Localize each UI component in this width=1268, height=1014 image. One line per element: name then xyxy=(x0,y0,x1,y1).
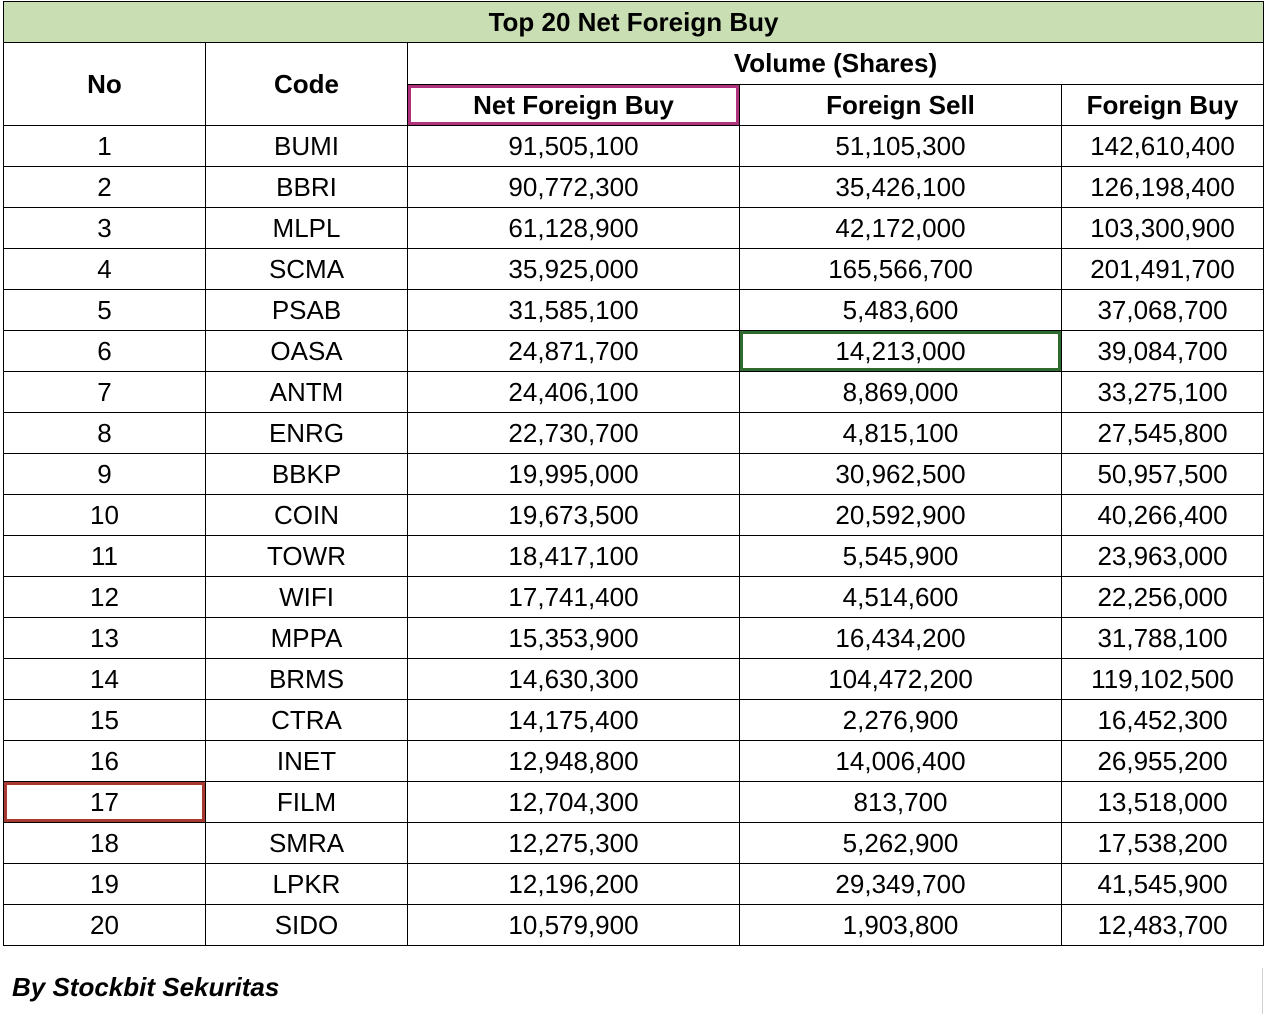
cell-net-foreign-buy[interactable]: 22,730,700 xyxy=(408,413,740,454)
cell-net-foreign-buy[interactable]: 12,196,200 xyxy=(408,864,740,905)
cell-code[interactable]: WIFI xyxy=(206,577,408,618)
cell-foreign-sell[interactable]: 104,472,200 xyxy=(740,659,1062,700)
cell-foreign-buy[interactable]: 119,102,500 xyxy=(1062,659,1264,700)
cell-foreign-buy[interactable]: 39,084,700 xyxy=(1062,331,1264,372)
header-foreign-buy[interactable]: Foreign Buy xyxy=(1062,85,1264,126)
cell-foreign-buy[interactable]: 50,957,500 xyxy=(1062,454,1264,495)
cell-net-foreign-buy[interactable]: 14,630,300 xyxy=(408,659,740,700)
cell-net-foreign-buy[interactable]: 90,772,300 xyxy=(408,167,740,208)
cell-foreign-buy[interactable]: 37,068,700 xyxy=(1062,290,1264,331)
cell-foreign-sell[interactable]: 5,545,900 xyxy=(740,536,1062,577)
cell-no[interactable]: 1 xyxy=(4,126,206,167)
cell-foreign-buy[interactable]: 142,610,400 xyxy=(1062,126,1264,167)
cell-foreign-sell[interactable]: 14,006,400 xyxy=(740,741,1062,782)
cell-foreign-sell[interactable]: 165,566,700 xyxy=(740,249,1062,290)
cell-net-foreign-buy[interactable]: 35,925,000 xyxy=(408,249,740,290)
cell-code[interactable]: BBRI xyxy=(206,167,408,208)
table-row xyxy=(4,454,1264,495)
cell-code[interactable]: LPKR xyxy=(206,864,408,905)
cell-net-foreign-buy[interactable]: 10,579,900 xyxy=(408,905,740,946)
header-volume[interactable]: Volume (Shares) xyxy=(408,43,1264,85)
cell-net-foreign-buy[interactable]: 12,704,300 xyxy=(408,782,740,823)
cell-code[interactable]: SIDO xyxy=(206,905,408,946)
cell-foreign-buy[interactable]: 31,788,100 xyxy=(1062,618,1264,659)
cell-foreign-sell[interactable]: 5,483,600 xyxy=(740,290,1062,331)
table-row xyxy=(4,536,1264,577)
table-row xyxy=(4,167,1264,208)
cell-no[interactable]: 18 xyxy=(4,823,206,864)
cell-no[interactable]: 8 xyxy=(4,413,206,454)
cell-foreign-sell[interactable]: 1,903,800 xyxy=(740,905,1062,946)
cell-code[interactable]: MLPL xyxy=(206,208,408,249)
cell-foreign-sell[interactable]: 813,700 xyxy=(740,782,1062,823)
cell-code[interactable]: FILM xyxy=(206,782,408,823)
footer-credit: By Stockbit Sekuritas xyxy=(12,972,280,1002)
cell-net-foreign-buy[interactable]: 24,871,700 xyxy=(408,331,740,372)
cell-foreign-sell[interactable]: 8,869,000 xyxy=(740,372,1062,413)
title-row xyxy=(4,2,1264,43)
table-row xyxy=(4,782,1264,823)
header-net-foreign-buy[interactable]: Net Foreign Buy xyxy=(408,85,740,126)
cell-no[interactable]: 16 xyxy=(4,741,206,782)
table-row xyxy=(4,126,1264,167)
cell-net-foreign-buy[interactable]: 24,406,100 xyxy=(408,372,740,413)
cell-code[interactable]: OASA xyxy=(206,331,408,372)
table-row xyxy=(4,905,1264,946)
table-row xyxy=(4,700,1264,741)
table-row xyxy=(4,290,1264,331)
header-no[interactable]: No xyxy=(4,43,206,126)
cell-foreign-buy[interactable]: 22,256,000 xyxy=(1062,577,1264,618)
cell-code[interactable]: TOWR xyxy=(206,536,408,577)
cell-foreign-sell[interactable]: 42,172,000 xyxy=(740,208,1062,249)
cell-no[interactable]: 19 xyxy=(4,864,206,905)
sheet-edge-line xyxy=(1262,968,1263,1014)
cell-foreign-sell[interactable]: 5,262,900 xyxy=(740,823,1062,864)
cell-code[interactable]: ANTM xyxy=(206,372,408,413)
cell-foreign-buy[interactable]: 27,545,800 xyxy=(1062,413,1264,454)
cell-code[interactable]: PSAB xyxy=(206,290,408,331)
cell-no[interactable]: 20 xyxy=(4,905,206,946)
cell-net-foreign-buy[interactable]: 61,128,900 xyxy=(408,208,740,249)
header-foreign-sell[interactable]: Foreign Sell xyxy=(740,85,1062,126)
table-row xyxy=(4,249,1264,290)
cell-foreign-buy[interactable]: 103,300,900 xyxy=(1062,208,1264,249)
cell-foreign-sell[interactable]: 20,592,900 xyxy=(740,495,1062,536)
cell-net-foreign-buy[interactable]: 17,741,400 xyxy=(408,577,740,618)
cell-code[interactable]: CTRA xyxy=(206,700,408,741)
cell-foreign-buy[interactable]: 17,538,200 xyxy=(1062,823,1264,864)
cell-foreign-buy[interactable]: 12,483,700 xyxy=(1062,905,1264,946)
cell-net-foreign-buy[interactable]: 19,995,000 xyxy=(408,454,740,495)
cell-foreign-sell[interactable]: 51,105,300 xyxy=(740,126,1062,167)
cell-code[interactable]: SMRA xyxy=(206,823,408,864)
cell-foreign-sell[interactable]: 30,962,500 xyxy=(740,454,1062,495)
cell-net-foreign-buy[interactable]: 31,585,100 xyxy=(408,290,740,331)
table-title[interactable]: Top 20 Net Foreign Buy xyxy=(4,2,1264,43)
header-row-1 xyxy=(4,43,1264,85)
cell-net-foreign-buy[interactable]: 18,417,100 xyxy=(408,536,740,577)
cell-no[interactable]: 5 xyxy=(4,290,206,331)
cell-foreign-buy[interactable]: 13,518,000 xyxy=(1062,782,1264,823)
cell-code[interactable]: INET xyxy=(206,741,408,782)
cell-net-foreign-buy[interactable]: 12,948,800 xyxy=(408,741,740,782)
cell-foreign-buy[interactable]: 126,198,400 xyxy=(1062,167,1264,208)
cell-no[interactable]: 7 xyxy=(4,372,206,413)
cell-no[interactable]: 9 xyxy=(4,454,206,495)
cell-foreign-buy[interactable]: 201,491,700 xyxy=(1062,249,1264,290)
cell-no[interactable]: 10 xyxy=(4,495,206,536)
cell-no[interactable]: 3 xyxy=(4,208,206,249)
cell-foreign-sell[interactable]: 35,426,100 xyxy=(740,167,1062,208)
cell-no[interactable]: 2 xyxy=(4,167,206,208)
cell-no[interactable]: 11 xyxy=(4,536,206,577)
cell-code[interactable]: BUMI xyxy=(206,126,408,167)
cell-code[interactable]: MPPA xyxy=(206,618,408,659)
header-code[interactable]: Code xyxy=(206,43,408,126)
table-row xyxy=(4,659,1264,700)
cell-net-foreign-buy[interactable]: 15,353,900 xyxy=(408,618,740,659)
cell-foreign-sell[interactable]: 4,514,600 xyxy=(740,577,1062,618)
table-row xyxy=(4,208,1264,249)
cell-no[interactable]: 12 xyxy=(4,577,206,618)
cell-foreign-buy[interactable]: 33,275,100 xyxy=(1062,372,1264,413)
table-row xyxy=(4,823,1264,864)
cell-foreign-buy[interactable]: 16,452,300 xyxy=(1062,700,1264,741)
cell-no[interactable]: 6 xyxy=(4,331,206,372)
table-row xyxy=(4,331,1264,372)
cell-foreign-buy[interactable]: 23,963,000 xyxy=(1062,536,1264,577)
cell-net-foreign-buy[interactable]: 19,673,500 xyxy=(408,495,740,536)
table-row xyxy=(4,495,1264,536)
table-row xyxy=(4,741,1264,782)
cell-foreign-sell[interactable]: 4,815,100 xyxy=(740,413,1062,454)
cell-foreign-buy[interactable]: 26,955,200 xyxy=(1062,741,1264,782)
table-row xyxy=(4,413,1264,454)
cell-foreign-sell[interactable]: 2,276,900 xyxy=(740,700,1062,741)
cell-no[interactable]: 15 xyxy=(4,700,206,741)
cell-net-foreign-buy[interactable]: 12,275,300 xyxy=(408,823,740,864)
cell-code[interactable]: ENRG xyxy=(206,413,408,454)
cell-code[interactable]: COIN xyxy=(206,495,408,536)
cell-foreign-sell[interactable]: 16,434,200 xyxy=(740,618,1062,659)
cell-net-foreign-buy[interactable]: 91,505,100 xyxy=(408,126,740,167)
spreadsheet xyxy=(3,1,1263,946)
cell-code[interactable]: BBKP xyxy=(206,454,408,495)
cell-foreign-sell[interactable]: 14,213,000 xyxy=(740,331,1062,372)
cell-foreign-buy[interactable]: 41,545,900 xyxy=(1062,864,1264,905)
table-row xyxy=(4,618,1264,659)
table-body xyxy=(4,2,1264,946)
cell-foreign-buy[interactable]: 40,266,400 xyxy=(1062,495,1264,536)
cell-foreign-sell[interactable]: 29,349,700 xyxy=(740,864,1062,905)
table-row xyxy=(4,577,1264,618)
cell-net-foreign-buy[interactable]: 14,175,400 xyxy=(408,700,740,741)
net-foreign-buy-table xyxy=(3,1,1264,946)
cell-no[interactable]: 13 xyxy=(4,618,206,659)
cell-code[interactable]: BRMS xyxy=(206,659,408,700)
cell-no[interactable]: 14 xyxy=(4,659,206,700)
cell-no[interactable]: 17 xyxy=(4,782,206,823)
cell-no[interactable]: 4 xyxy=(4,249,206,290)
cell-code[interactable]: SCMA xyxy=(206,249,408,290)
table-row xyxy=(4,864,1264,905)
table-row xyxy=(4,372,1264,413)
